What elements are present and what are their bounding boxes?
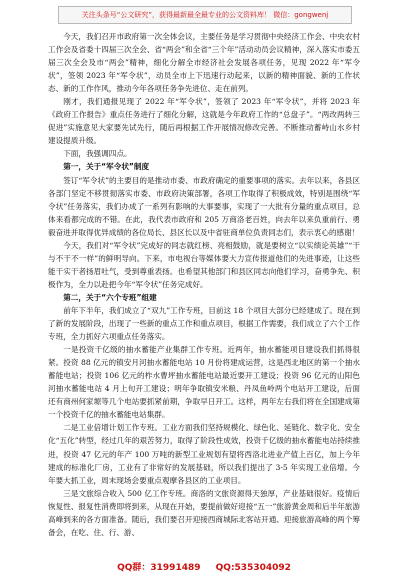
body-paragraph: 下面，我强调四点。 [63,149,132,159]
section-heading: 第二，关于“六个专班”组建 [63,292,157,302]
section-heading: 第一，关于“军令状”制度 [63,162,150,172]
body-paragraph: 二是工业倍增计划工作专班。工业方面我们坚持规模化、绿色化、延链化、数字化、安全化“五化”转型，经过几年的艰苦努力，取得了阶段性成效，投资千亿级的抽水蓄能电站持续推进，投资 47 亿元的年产 100 万吨的新型工业规划有望将西洛北进业产值上百亿，加上今年建成的标准化厂房，工业有了非常好的发展基础，所以我们提出了 3-5 年实现工业倍增。今年要大抓工业，周末现场会要重点观摩各县区的工业项目。 [48,423,360,485]
qq-group-label: QQ群：31991489 [117,563,201,573]
body-paragraph: 今天，我们对“军令状”完成好的同志就红榜、亮相鼓励，就是要树立“以实绩论英雄”“干与不干不一样”的鲜明导向。下来，市电视台等媒体要大力宣传报道他们的先进事迹，让这些能干实干者扬眉吐气，受到尊重表扬。也希望其他部门和县区同志向他们学习，奋勇争先、积极作为，全力以赴把今年“军令状”任务完成好。 [48,240,360,289]
promo-banner: 关注头条号“公文研究”，获得最新最全最专业的公文资料库！ 微信：gongwenj [58,6,352,24]
body-paragraph: 一是投资千亿级的抽水蓄能产业集群工作专班。近两年，抽水蓄能项目建设我们抓得很紧。投资 88 亿元的镇安月河抽水蓄能电站 10 月份将建成运营，这是西北地区的第一个抽水蓄能电站；投资 106 亿元的柞水曹坪抽水蓄能电站最近要开工建设；投资 96 亿元的山阳色河抽水蓄能电站 4 月上旬开工建设；明年争取镇安米粮、丹凤鱼岭两个电站开工建设，后面还有商州何家塬等几个电站要抓紧前期，争取早日开工。这样，两年左右我们将在全国建成第一个投资千亿的抽水蓄能电站集群。 [48,345,360,420]
body-paragraph: 前年下半年，我们成立了“双九”工作专班，目前这 18 个项目大部分已经建成了。现在到了新的发展阶段，出现了一些新的重点工作和重点项目，根据工作需要，我们成立了六个工作专班，全力抓好六项重点任务落实。 [48,305,360,342]
body-paragraph: 三是文旅综合收入 500 亿工作专班。商洛的文旅资源得天独厚，产业基础很好。疫情后恢复性、报复性消费即将到来，从现在开始，要提前做好迎接“五一”旅游黄金周和后半年旅游高峰到来的各方面准备。随后，我们要召开迎接西商城际北客站开通、迎接旅游高峰的两个筹备会，在吃、住、行、游、 [48,488,360,537]
body-paragraph: 刚才，我们通报见现了 2022 年“军令状”，签领了 2023 年“军令状”，并将 2023 年《政府工作报告》重点任务进行了细化分解，这就是今年政府工作的“总盘子”。“两改两转三促进”实施意见大家要先试先行，随后再根据工作开展情况修改完善。不断推动蓄峙山水乡村建设提质升级。 [48,97,360,146]
body-paragraph: 今天，我们召开市政府第一次全体会议，主要任务是学习贯彻中央经济工作会、中央农村工作会及省委十四届三次全会、省“两会”和全省“三个年”活动动员会议精神，深入落实市委五届三次全会及市“两会”精神，细化分解全市经济社会发展各项任务，见现 2022 年“军令状”，签领 2023 年“军令状”，动员全市上下迅速行动起来，以新的精神面貌、新的工作状态、新的工作作风，推动今年各项任务争先进位、走在前列。 [48,32,360,94]
footer-contact [0,560,408,576]
body-paragraph: 签订“军令状”的主要目的是推动市委、市政府确定的重要事项的落实。去年以来，各县区各部门坚定不移贯彻落实市委、市政府决策部署，各项工作取得了积极成效，特别是围绕“军令状”任务落实，我们办成了一系列有影响的大事要事，实现了一大批有分量的重点项目，总体来看都完成的不错。在此，我代表市政府和 205 万商洛老百姓，向去年以来负重前行、勇毅奋进并取得优异成绩的各位局长、县区长以及中省驻商单位负责同志们，表示衷心的感谢！ [48,175,360,237]
document-body [48,30,360,539]
qq-number-label: QQ:535304092 [215,563,291,573]
